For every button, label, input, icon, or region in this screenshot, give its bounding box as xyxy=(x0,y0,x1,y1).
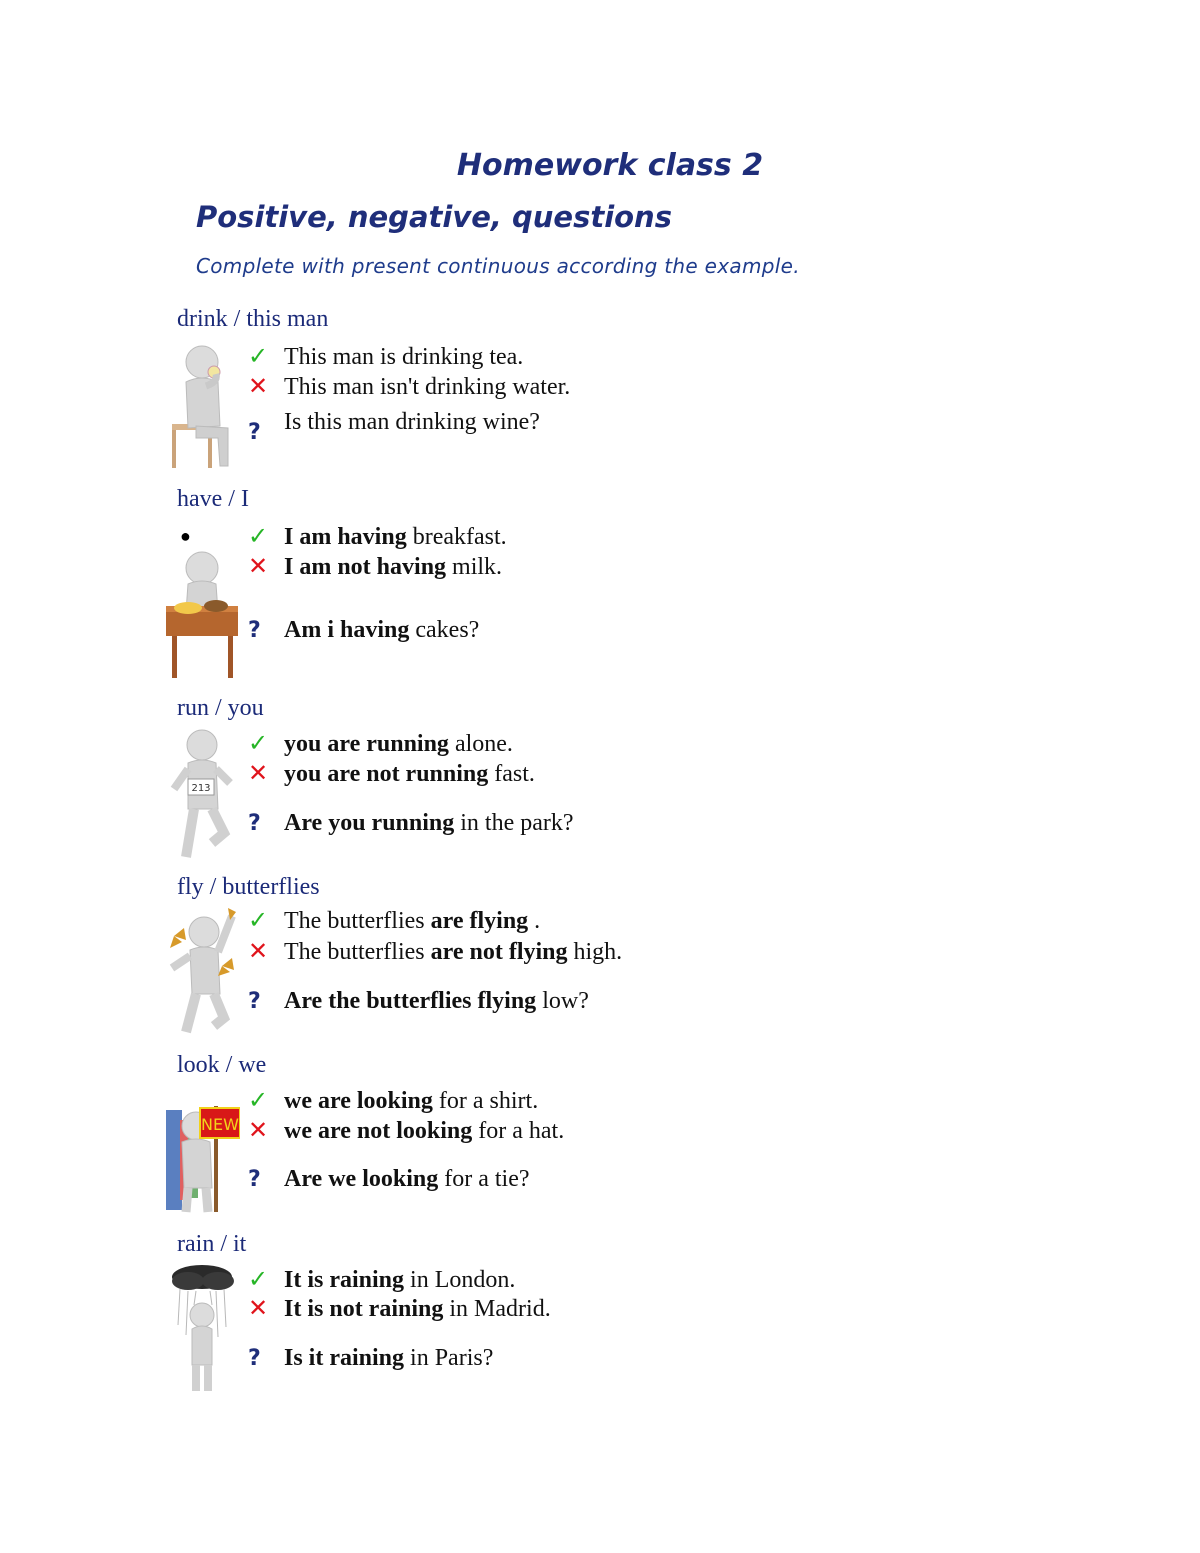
question-icon: ? xyxy=(248,420,261,445)
man-with-butterflies-icon xyxy=(166,906,240,1036)
positive-sentence: ✓ you are running alone. xyxy=(248,729,513,757)
man-at-breakfast-table-icon xyxy=(166,546,240,680)
cross-icon: ✕ xyxy=(248,552,269,580)
positive-sentence: ✓ we are looking for a shirt. xyxy=(248,1086,539,1114)
man-running-icon xyxy=(166,729,240,859)
negative-sentence: ✕ you are not running fast. xyxy=(248,759,535,787)
section-heading: run / you xyxy=(177,695,264,721)
question-sentence: ? Are you running in the park? xyxy=(248,810,574,836)
man-drinking-tea-icon xyxy=(166,342,240,472)
question-sentence: ? Are we looking for a tie? xyxy=(248,1166,530,1192)
man-under-rain-cloud-icon xyxy=(166,1265,240,1395)
cross-icon: ✕ xyxy=(248,937,269,965)
question-icon: ? xyxy=(248,1167,261,1192)
section-heading: look / we xyxy=(177,1052,267,1078)
check-icon: ✓ xyxy=(248,342,269,370)
question-sentence: ? Are the butterflies flying low? xyxy=(248,988,589,1014)
positive-sentence: ✓ This man is drinking tea. xyxy=(248,342,524,370)
check-icon: ✓ xyxy=(248,729,269,757)
section-heading: drink / this man xyxy=(177,306,329,332)
question-icon: ? xyxy=(248,1346,261,1371)
instructions: Complete with present continuous according the example. xyxy=(196,254,800,278)
svg-text:NEW: NEW xyxy=(201,1115,239,1134)
cross-icon: ✕ xyxy=(248,372,269,400)
cross-icon: ✕ xyxy=(248,1116,269,1144)
check-icon: ✓ xyxy=(248,1265,269,1293)
question-sentence: ? Am i having cakes? xyxy=(248,617,480,643)
page-subtitle: Positive, negative, questions xyxy=(196,200,672,234)
bullet-icon: ● xyxy=(180,526,191,546)
check-icon: ✓ xyxy=(248,522,269,550)
negative-sentence: ✕ we are not looking for a hat. xyxy=(248,1116,565,1144)
negative-sentence: ✕ I am not having milk. xyxy=(248,552,503,580)
svg-text:213: 213 xyxy=(191,783,211,794)
cross-icon: ✕ xyxy=(248,759,269,787)
question-sentence: ? Is it raining in Paris? xyxy=(248,1345,494,1371)
negative-sentence: ✕ This man isn't drinking water. xyxy=(248,372,571,400)
negative-sentence: ✕ The butterflies are not flying high. xyxy=(248,937,623,965)
cross-icon: ✕ xyxy=(248,1294,269,1322)
question-sentence: ? Is this man drinking wine? xyxy=(248,409,540,445)
question-icon: ? xyxy=(248,618,261,643)
man-with-new-sign-icon xyxy=(166,1104,240,1216)
check-icon: ✓ xyxy=(248,1086,269,1114)
section-heading: fly / butterflies xyxy=(177,874,320,900)
page-title: Homework class 2 xyxy=(456,148,764,183)
section-heading: have / I xyxy=(177,486,249,512)
positive-sentence: ✓ The butterflies are flying . xyxy=(248,906,541,934)
check-icon: ✓ xyxy=(248,906,269,934)
section-heading: rain / it xyxy=(177,1231,247,1257)
question-icon: ? xyxy=(248,989,261,1014)
positive-sentence: ✓ I am having breakfast. xyxy=(248,522,507,550)
negative-sentence: ✕ It is not raining in Madrid. xyxy=(248,1294,551,1322)
question-icon: ? xyxy=(248,811,261,836)
positive-sentence: ✓ It is raining in London. xyxy=(248,1265,516,1293)
